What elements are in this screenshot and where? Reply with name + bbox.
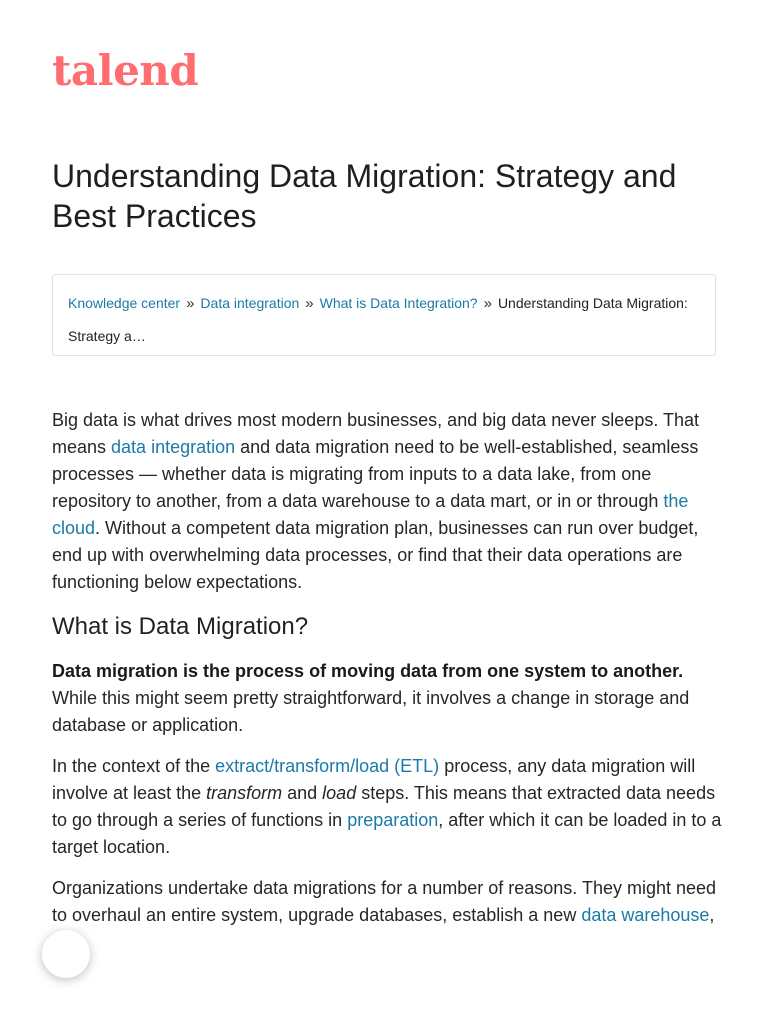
etl-text: process, any data migration will involve at least the	[52, 756, 696, 803]
the-cloud-link[interactable]: the cloud	[52, 491, 689, 538]
breadcrumb	[52, 274, 716, 356]
intro-text: Big data is what drives most modern businesses, and big data never sleeps. That means	[52, 410, 700, 457]
floating-action-button[interactable]	[42, 930, 90, 978]
breadcrumb-separator: »	[186, 295, 195, 312]
breadcrumb-separator: »	[483, 295, 492, 312]
reasons-paragraph	[52, 875, 722, 956]
definition-text: While this might seem pretty straightforward, it involves a change in storage and database or application.	[52, 688, 690, 735]
reasons-text: ,	[709, 905, 715, 925]
etl-link[interactable]: extract/transform/load (ETL)	[215, 756, 440, 776]
intro-text: . Without a competent data migration plan, businesses can run over budget, end up with overwhelming data processes, or find that their data operations are functioning below expectations.	[52, 518, 699, 592]
article-body	[52, 407, 722, 970]
data-warehouse-link[interactable]: data warehouse	[581, 905, 710, 925]
breadcrumb-link-what-is-data-integration[interactable]: What is Data Integration?	[319, 295, 478, 311]
etl-text: steps. This means that extracted data needs to go through a series of functions in	[52, 783, 716, 830]
definition-paragraph	[52, 658, 722, 739]
etl-text: and	[282, 783, 323, 803]
breadcrumb-separator: »	[305, 295, 314, 312]
breadcrumb-current: Understanding Data Migration: Strategy a…	[68, 295, 688, 344]
reasons-text: Organizations undertake data migrations for a number of reasons. They might need to overhaul an entire system, upgrade databases, establish a new	[52, 878, 717, 925]
breadcrumb-link-data-integration[interactable]: Data integration	[200, 295, 300, 311]
preparation-link[interactable]: preparation	[347, 810, 439, 830]
load-emphasis: load	[322, 783, 357, 803]
breadcrumb-link-knowledge-center[interactable]: Knowledge center	[68, 295, 181, 311]
section-heading: What is Data Migration?	[52, 613, 309, 640]
data-integration-link[interactable]: data integration	[111, 437, 236, 457]
etl-text: , after which it can be loaded in to a target location.	[52, 810, 722, 857]
transform-emphasis: transform	[206, 783, 283, 803]
etl-text: In the context of the	[52, 756, 216, 776]
etl-paragraph	[52, 753, 722, 861]
talend-logo[interactable]: talend	[52, 46, 199, 95]
definition-bold-text: Data migration is the process of moving data from one system to another.	[52, 661, 684, 681]
intro-paragraph	[52, 407, 722, 596]
intro-text: and data migration need to be well-established, seamless processes — whether data is migrating from inputs to a data lake, from one repository to another, from a data warehouse to a data mart, or in or through	[52, 437, 699, 511]
page-title: Understanding Data Migration: Strategy and Best Practices	[52, 158, 677, 234]
